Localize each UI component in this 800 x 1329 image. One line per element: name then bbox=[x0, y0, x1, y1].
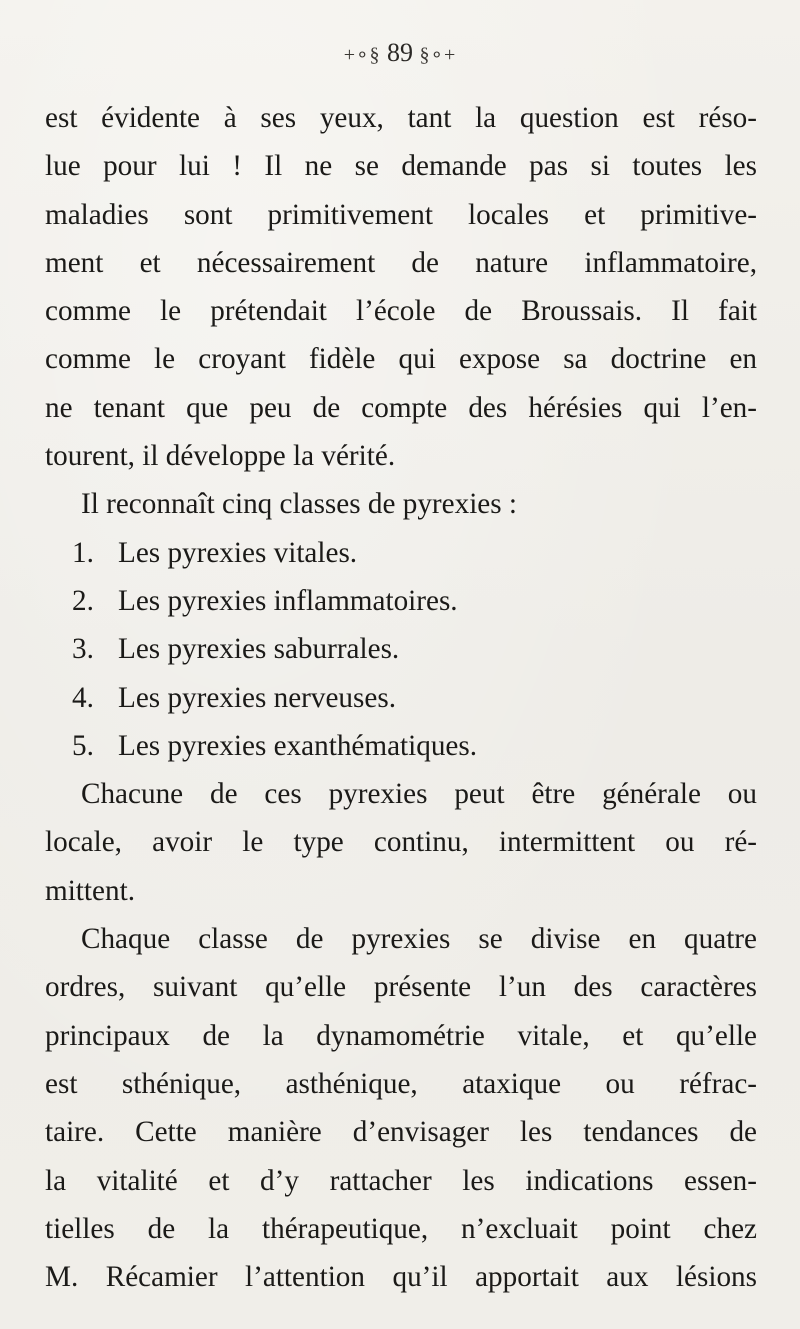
text-line: Chaque classe de pyrexies se divise en quatre bbox=[81, 923, 757, 956]
list-text: Les pyrexies saburrales. bbox=[118, 633, 400, 666]
text-line: M. Récamier l’attention qu’il apportait aux lésions bbox=[45, 1261, 757, 1294]
list-text: Les pyrexies vitales. bbox=[118, 536, 358, 569]
text-line: ordres, suivant qu’elle présente l’un des caractères bbox=[45, 971, 757, 1004]
page-number: 89 bbox=[387, 38, 413, 67]
text-line: tielles de la thérapeutique, n’excluait point chez bbox=[45, 1212, 757, 1245]
right-ornament: §∘+ bbox=[419, 44, 457, 66]
list-intro: Il reconnaît cinq classes de pyrexies : bbox=[81, 488, 518, 521]
list-number: 1. bbox=[72, 536, 94, 569]
list-text: Les pyrexies nerveuses. bbox=[118, 681, 396, 714]
text-line: la vitalité et d’y rattacher les indications essen- bbox=[45, 1164, 757, 1197]
list-number: 3. bbox=[72, 633, 94, 666]
page-number-header bbox=[0, 36, 800, 72]
list-number: 4. bbox=[72, 681, 94, 714]
text-line: principaux de la dynamométrie vitale, et qu’elle bbox=[45, 1019, 757, 1052]
list-item bbox=[45, 722, 757, 770]
list-item bbox=[45, 674, 757, 722]
list-item bbox=[45, 529, 757, 577]
list-number: 2. bbox=[72, 584, 94, 617]
list-text: Les pyrexies exanthématiques. bbox=[118, 729, 478, 762]
text-line: Chacune de ces pyrexies peut être générale ou bbox=[81, 778, 757, 811]
body-text bbox=[45, 94, 757, 1301]
text-line: maladies sont primitivement locales et primitive- bbox=[45, 198, 757, 231]
list-number: 5. bbox=[72, 729, 94, 762]
list-item bbox=[45, 577, 757, 625]
text-line: lue pour lui ! Il ne se demande pas si toutes les bbox=[45, 150, 757, 183]
text-line: est sthénique, asthénique, ataxique ou réfrac- bbox=[45, 1067, 757, 1100]
text-line: tourent, il développe la vérité. bbox=[45, 440, 396, 473]
text-line: locale, avoir le type continu, intermittent ou ré- bbox=[45, 826, 757, 859]
text-line: ment et nécessairement de nature inflammatoire, bbox=[45, 246, 757, 279]
text-line: taire. Cette manière d’envisager les tendances de bbox=[45, 1116, 757, 1149]
text-line: ne tenant que peu de compte des hérésies qui l’en- bbox=[45, 391, 757, 424]
list-item bbox=[45, 625, 757, 673]
text-line: comme le croyant fidèle qui expose sa doctrine en bbox=[45, 343, 757, 376]
text-line: comme le prétendait l’école de Broussais. Il fait bbox=[45, 295, 757, 328]
text-line: est évidente à ses yeux, tant la question est réso- bbox=[45, 102, 757, 134]
text-line: mittent. bbox=[45, 874, 135, 907]
left-ornament: +∘§ bbox=[343, 44, 381, 66]
list-text: Les pyrexies inflammatoires. bbox=[118, 584, 458, 617]
